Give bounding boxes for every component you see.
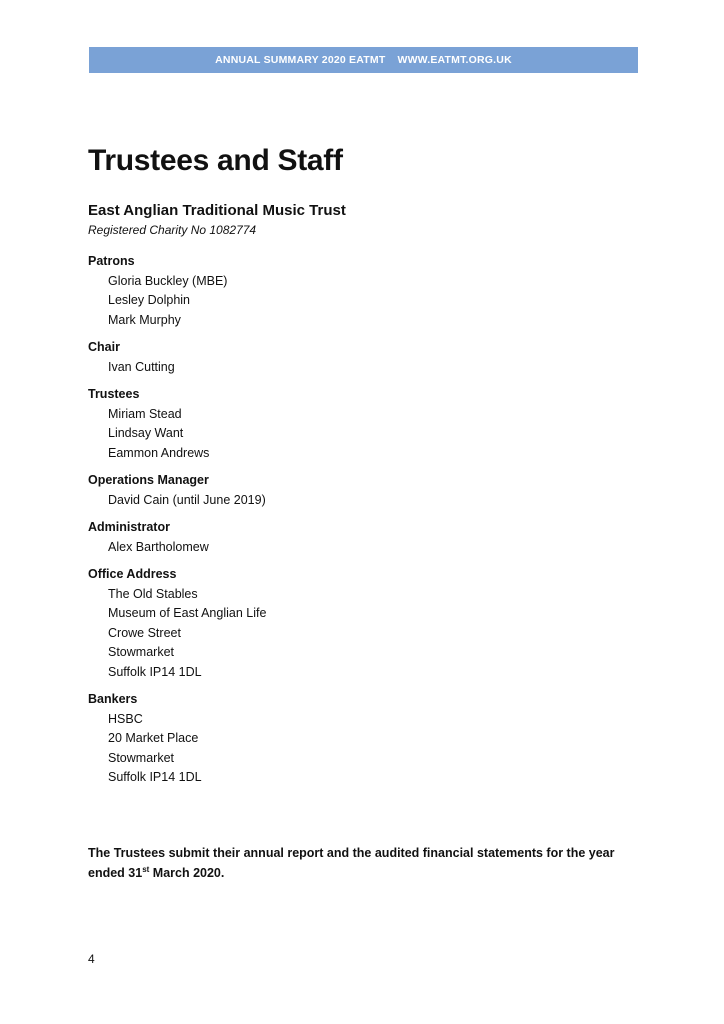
section-line: Stowmarket: [108, 645, 174, 659]
section-chair: [88, 338, 648, 377]
closing-statement: [88, 843, 648, 883]
organization-name: East Anglian Traditional Music Trust: [88, 202, 346, 219]
section-patrons: [88, 252, 648, 330]
section-line: HSBC: [108, 711, 143, 726]
header-bar: [89, 47, 638, 73]
page-number: 4: [88, 952, 95, 966]
header-website: WWW.EATMT.ORG.UK: [397, 54, 512, 66]
header-title: ANNUAL SUMMARY 2020 EATMT: [215, 54, 386, 66]
section-line: Ivan Cutting: [108, 359, 175, 374]
section-heading: Administrator: [88, 520, 170, 534]
section-line: Stowmarket: [108, 750, 174, 765]
section-administrator: [88, 518, 648, 557]
section-operations-manager: [88, 471, 648, 510]
section-line: Miriam Stead: [108, 406, 182, 421]
section-line: Mark Murphy: [108, 312, 181, 327]
section-line: Lesley Dolphin: [108, 293, 190, 307]
section-line: 20 Market Place: [108, 731, 199, 745]
section-line: Suffolk IP14 1DL: [108, 664, 202, 679]
page-title: Trustees and Staff: [88, 144, 343, 177]
section-line: Suffolk IP14 1DL: [108, 770, 202, 784]
section-heading: Chair: [88, 340, 120, 354]
section-line: Alex Bartholomew: [108, 539, 209, 554]
section-trustees: [88, 385, 648, 463]
section-bankers: [88, 690, 648, 788]
section-line: The Old Stables: [108, 586, 198, 601]
section-line: Lindsay Want: [108, 426, 184, 440]
section-heading: Operations Manager: [88, 473, 209, 487]
section-heading: Office Address: [88, 567, 177, 581]
section-office-address: [88, 565, 648, 682]
charity-number: Registered Charity No 1082774: [88, 223, 257, 237]
section-line: Gloria Buckley (MBE): [108, 273, 228, 288]
ordinal-suffix: st: [142, 864, 150, 874]
section-heading: Patrons: [88, 254, 135, 268]
section-line: Museum of East Anglian Life: [108, 606, 267, 620]
closing-text: The Trustees submit their annual report and the audited financial statements for the year ended 31: [88, 845, 615, 880]
closing-text-end: March 2020.: [149, 865, 225, 880]
section-line: Crowe Street: [108, 625, 181, 640]
section-heading: Bankers: [88, 692, 138, 706]
section-line: Eammon Andrews: [108, 445, 210, 460]
trustees-staff-list: [88, 252, 648, 796]
section-line: David Cain (until June 2019): [108, 492, 266, 507]
section-heading: Trustees: [88, 387, 140, 401]
